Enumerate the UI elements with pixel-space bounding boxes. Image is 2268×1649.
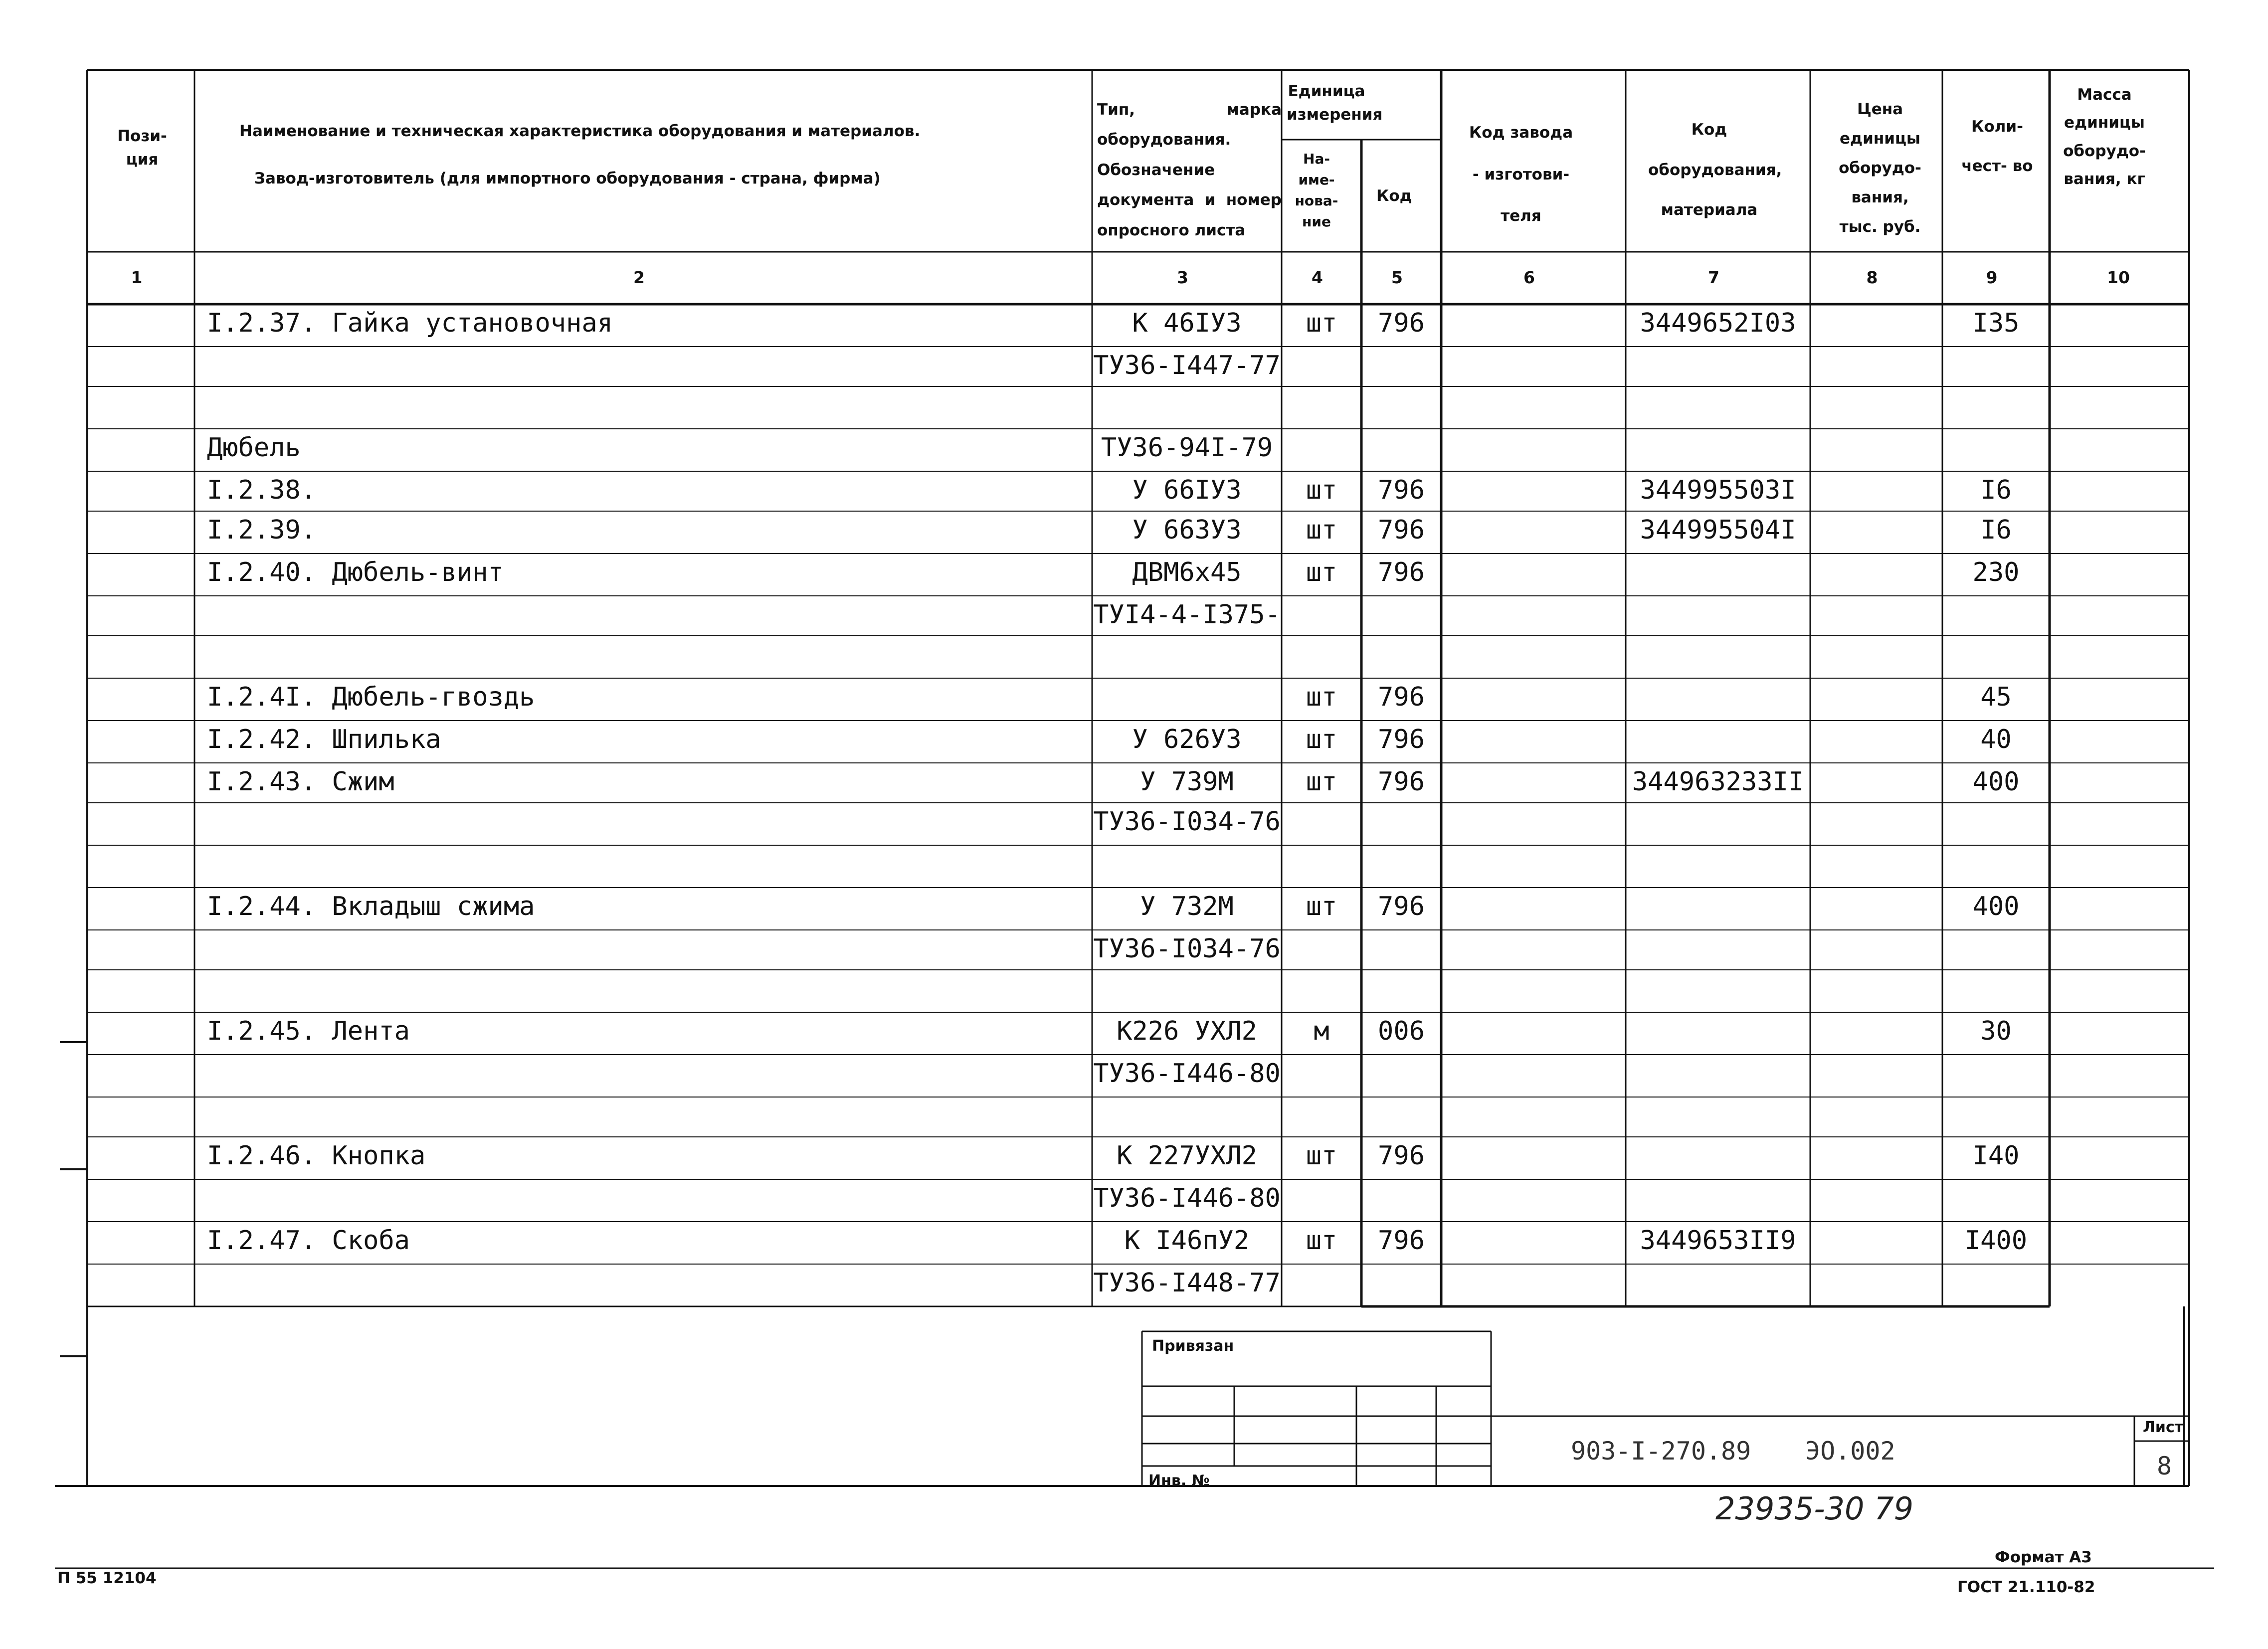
item-quantity: 400 xyxy=(1972,767,2020,797)
column-number: 7 xyxy=(1708,268,1719,287)
item-unit-code: 796 xyxy=(1378,1141,1425,1171)
item-type: У 732М xyxy=(1140,892,1234,921)
item-name: I.2.40. Дюбель-винт xyxy=(207,557,504,587)
header-quantity: Коли- чест- во xyxy=(1961,118,2033,176)
item-quantity: I6 xyxy=(1980,515,2012,545)
column-number: 2 xyxy=(633,268,645,287)
item-unit: м xyxy=(1314,1016,1329,1046)
column-number: 8 xyxy=(1866,268,1878,287)
item-equipment-code: 3449652I03 xyxy=(1640,308,1796,338)
item-name: I.2.47. Скоба xyxy=(207,1226,410,1256)
item-unit: шт xyxy=(1306,308,1337,338)
item-type: ТУ36-I447-77 xyxy=(1093,351,1281,380)
column-number: 5 xyxy=(1391,268,1403,287)
item-equipment-code: 344963233II xyxy=(1632,767,1804,797)
header-factory-code: Код завода - изготови- теля xyxy=(1469,124,1573,225)
sheet-label: Лист xyxy=(2143,1419,2184,1436)
item-equipment-code: 3449653II9 xyxy=(1640,1226,1796,1256)
item-name: I.2.39. xyxy=(207,515,317,545)
header-type: Тип, марка оборудования. Обозначение документа и номер опросного листа xyxy=(1097,101,1282,239)
item-unit: шт xyxy=(1306,767,1337,797)
item-type: У 739М xyxy=(1140,767,1234,797)
column-number: 9 xyxy=(1986,268,1998,287)
header-equipment-code: Код оборудования, материала xyxy=(1648,121,1782,219)
header-name-line2: Завод-изготовитель (для импортного оборудования - страна, фирма) xyxy=(254,170,881,187)
item-type: ТУ36-I446-80 xyxy=(1093,1059,1281,1089)
item-unit: шт xyxy=(1306,892,1337,921)
header-position: Пози- ция xyxy=(117,127,167,169)
handwritten-number: 23935-30 79 xyxy=(1715,1490,1914,1527)
item-type: ТУ36-I446-80 xyxy=(1093,1183,1281,1213)
item-quantity: 40 xyxy=(1980,725,2012,754)
footer-format: Формат А3 xyxy=(1995,1548,2092,1566)
item-name: I.2.46. Кнопка xyxy=(207,1141,426,1171)
header-mass: Масса единицы оборудо- вания, кг xyxy=(2063,86,2146,188)
item-name: I.2.4I. Дюбель-гвоздь xyxy=(207,682,535,712)
item-unit-code: 796 xyxy=(1378,725,1425,754)
item-unit: шт xyxy=(1306,682,1337,712)
item-unit-code: 796 xyxy=(1378,1226,1425,1256)
item-type: К 227УХЛ2 xyxy=(1117,1141,1257,1171)
item-name: Дюбель xyxy=(207,433,301,463)
item-quantity: I35 xyxy=(1972,308,2020,338)
item-type: У 663УЗ xyxy=(1132,515,1242,545)
item-name: I.2.42. Шпилька xyxy=(207,725,441,754)
item-type: ТУ36-94I-79 xyxy=(1101,433,1273,463)
footer-left-code: П 55 12104 xyxy=(57,1569,157,1587)
item-type: ТУ36-I034-76 xyxy=(1093,934,1281,964)
item-quantity: 30 xyxy=(1980,1016,2012,1046)
item-equipment-code: 344995504I xyxy=(1640,515,1796,545)
item-unit-code: 796 xyxy=(1378,892,1425,921)
item-unit-code: 006 xyxy=(1378,1016,1425,1046)
item-type: ТУI4-4-I375- xyxy=(1093,600,1281,630)
item-unit: шт xyxy=(1306,557,1337,587)
sheet-number: 8 xyxy=(2157,1452,2172,1480)
item-unit: шт xyxy=(1306,725,1337,754)
stamp-inv-label: Инв. № xyxy=(1148,1472,1210,1489)
item-unit: шт xyxy=(1306,475,1337,505)
item-unit: шт xyxy=(1306,1141,1337,1171)
item-type: К I46пУ2 xyxy=(1124,1226,1250,1256)
item-type: ДВМ6х45 xyxy=(1132,557,1242,587)
item-unit-code: 796 xyxy=(1378,308,1425,338)
header-name-line1: Наименование и техническая характеристика оборудования и материалов. xyxy=(239,122,921,140)
item-quantity: I400 xyxy=(1964,1226,2028,1256)
item-unit-code: 796 xyxy=(1378,767,1425,797)
header-price: Цена единицы оборудо- вания, тыс. руб. xyxy=(1839,100,1921,236)
column-number: 6 xyxy=(1523,268,1535,287)
item-unit: шт xyxy=(1306,1226,1337,1256)
item-unit-code: 796 xyxy=(1378,515,1425,545)
item-type: У 626УЗ xyxy=(1132,725,1242,754)
item-quantity: I40 xyxy=(1972,1141,2020,1171)
header-unit-group: Единица измерения xyxy=(1287,82,1383,124)
doc-number: 903-I-270.89 xyxy=(1571,1437,1751,1466)
item-name: I.2.38. xyxy=(207,475,317,505)
item-type: ТУ36-I448-77 xyxy=(1093,1268,1281,1298)
item-quantity: 230 xyxy=(1972,557,2020,587)
item-quantity: I6 xyxy=(1980,475,2012,505)
header-unit-code: Код xyxy=(1376,187,1412,205)
column-number: 3 xyxy=(1177,268,1188,287)
column-number: 1 xyxy=(131,268,143,287)
item-quantity: 45 xyxy=(1980,682,2012,712)
item-name: I.2.44. Вкладыш сжима xyxy=(207,892,535,921)
item-name: I.2.37. Гайка установочная xyxy=(207,308,613,338)
item-unit-code: 796 xyxy=(1378,682,1425,712)
doc-section: ЭО.002 xyxy=(1805,1437,1895,1466)
item-name: I.2.45. Лента xyxy=(207,1016,410,1046)
column-number: 4 xyxy=(1312,268,1323,287)
item-unit-code: 796 xyxy=(1378,557,1425,587)
item-name: I.2.43. Сжим xyxy=(207,767,394,797)
item-type: К 46IУЗ xyxy=(1132,308,1242,338)
item-quantity: 400 xyxy=(1972,892,2020,921)
item-type: ТУ36-I034-76 xyxy=(1093,807,1281,837)
header-unit-name: На- име- нова- ние xyxy=(1295,151,1338,230)
footer-gost: ГОСТ 21.110-82 xyxy=(1957,1578,2095,1596)
item-type: К226 УХЛ2 xyxy=(1117,1016,1257,1046)
stamp-linked-label: Привязан xyxy=(1152,1337,1234,1355)
item-unit: шт xyxy=(1306,515,1337,545)
item-type: У 66IУЗ xyxy=(1132,475,1242,505)
item-unit-code: 796 xyxy=(1378,475,1425,505)
item-equipment-code: 344995503I xyxy=(1640,475,1796,505)
column-number: 10 xyxy=(2107,268,2130,287)
